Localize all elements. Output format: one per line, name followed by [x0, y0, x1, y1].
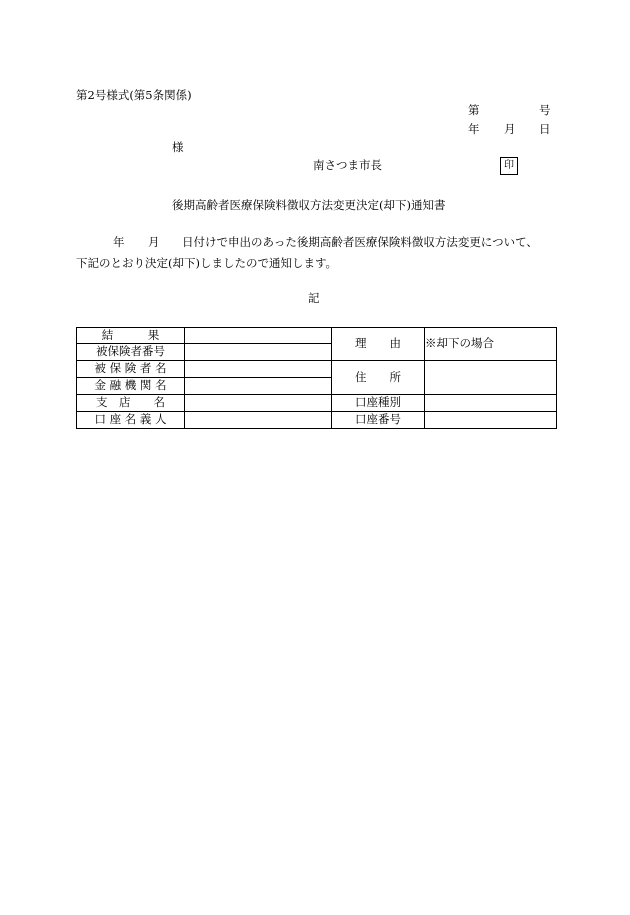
address-value — [425, 361, 557, 395]
account-holder-label: 口 座 名 義 人 — [77, 412, 185, 429]
address-label: 住 所 — [332, 361, 425, 395]
insured-number-value — [185, 344, 332, 361]
branch-name-label: 支 店 名 — [77, 395, 185, 412]
insured-number-label: 被保険者番号 — [77, 344, 185, 361]
body-month: 月 — [148, 235, 160, 249]
document-number-suffix: 号 — [539, 103, 551, 117]
account-type-value — [425, 395, 557, 412]
date-year: 年 — [468, 122, 480, 136]
account-number-label: 口座番号 — [332, 412, 425, 429]
decision-table — [76, 327, 557, 429]
form-number: 第2号様式(第5条関係) — [76, 88, 192, 102]
body-year: 年 — [113, 235, 125, 249]
bank-name-label: 金 融 機 関 名 — [77, 378, 185, 395]
document-number-prefix: 第 — [468, 103, 480, 117]
bank-name-value — [185, 378, 332, 395]
insured-name-value — [185, 361, 332, 378]
account-type-label: 口座種別 — [332, 395, 425, 412]
rejection-note: ※却下の場合 — [425, 328, 557, 361]
issuer-name: 南さつま市長 — [313, 158, 382, 172]
date-day: 日 — [539, 122, 551, 136]
reason-label: 理 由 — [332, 328, 425, 361]
body-line-2: 下記のとおり決定(却下)しましたので通知します。 — [76, 256, 338, 270]
result-value — [185, 328, 332, 344]
document-title: 後期高齢者医療保険料徴収方法変更決定(却下)通知書 — [172, 198, 446, 212]
result-label: 結 果 — [77, 328, 185, 344]
branch-name-value — [185, 395, 332, 412]
body-line-1: 日付けで申出のあった後期高齢者医療保険料徴収方法変更について、 — [182, 235, 538, 249]
ki-heading: 記 — [308, 291, 320, 305]
addressee-suffix: 様 — [172, 140, 184, 154]
date-month: 月 — [504, 122, 516, 136]
seal-mark: 印 — [500, 157, 518, 175]
account-number-value — [425, 412, 557, 429]
insured-name-label: 被 保 険 者 名 — [77, 361, 185, 378]
account-holder-value — [185, 412, 332, 429]
